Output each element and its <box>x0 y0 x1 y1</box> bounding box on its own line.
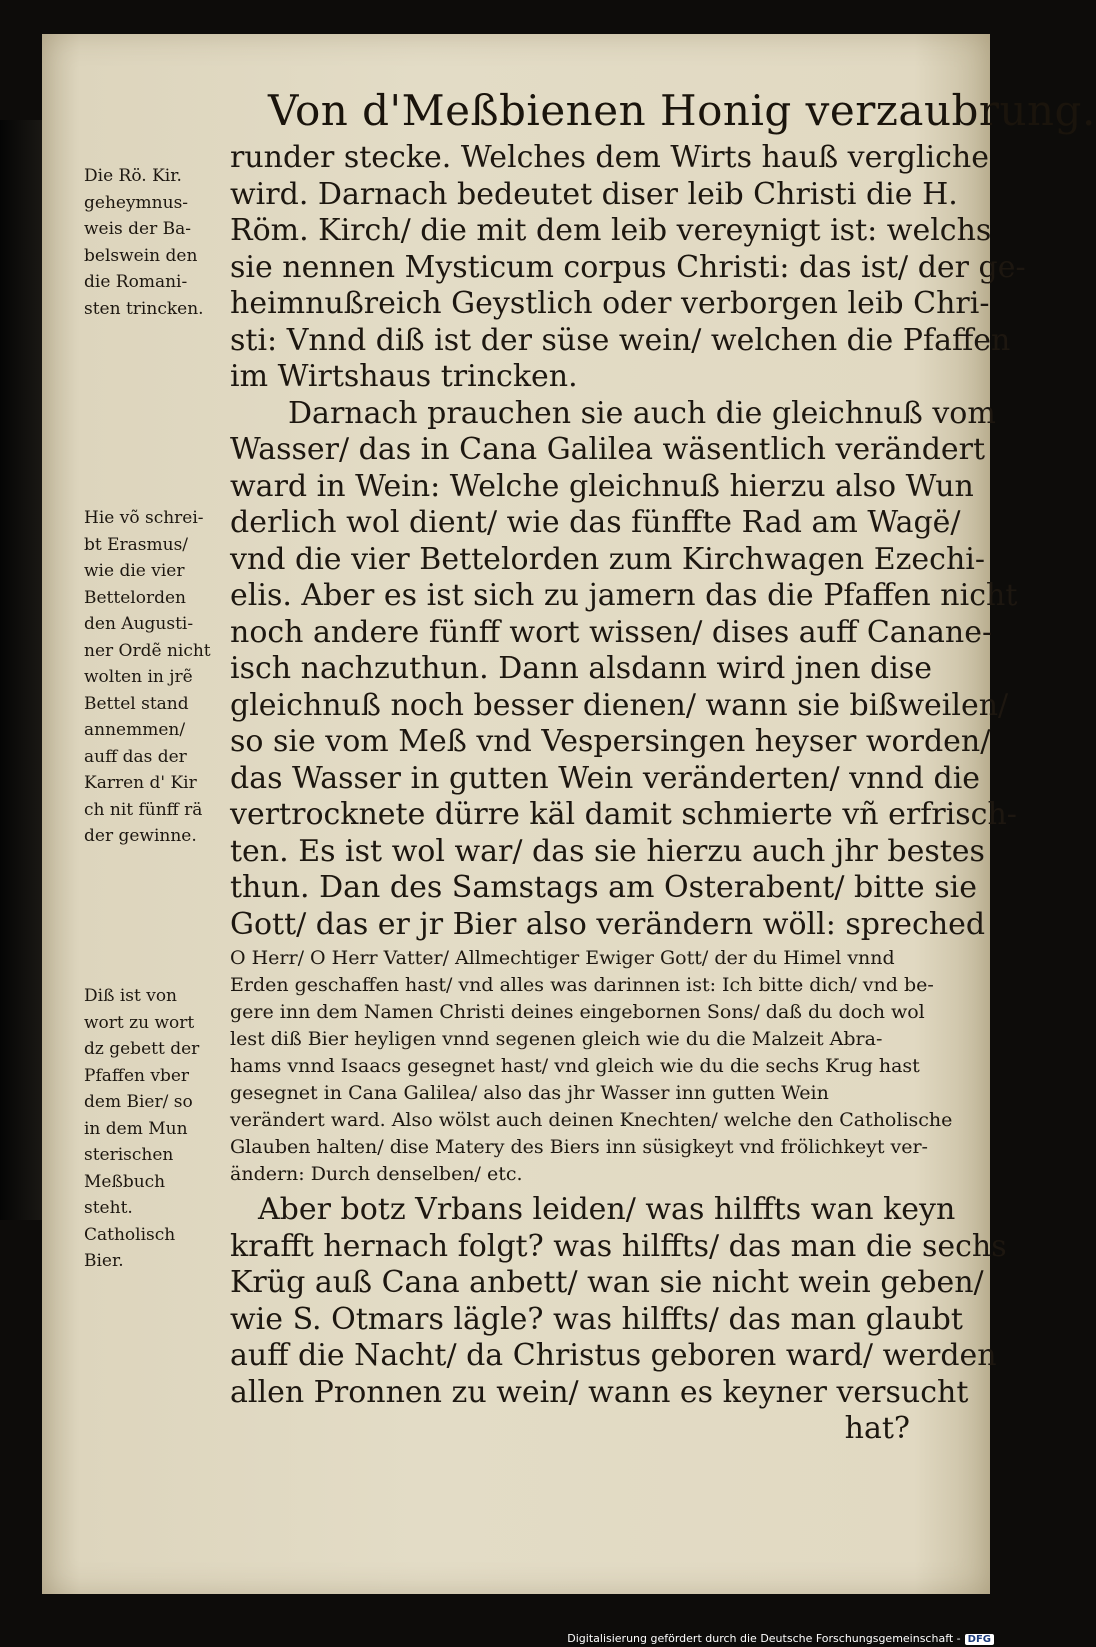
prayer-line: gere inn dem Namen Christi deines eingebornen Sons/ daß du doch wol <box>230 1001 925 1023</box>
text-line: ten. Es ist wol war/ das sie hierzu auch jhr bestes <box>230 833 985 869</box>
text-line: runder stecke. Welches dem Wirts hauß vergliche <box>230 140 989 175</box>
text-line: ward in Wein: Welche gleichnuß hierzu also Wun <box>230 468 974 504</box>
margin-note-line: geheymnus- <box>84 192 189 213</box>
margin-note-line: Bettelorden <box>84 587 186 608</box>
margin-note-1 <box>84 163 224 322</box>
margin-note-line: in dem Mun <box>84 1118 188 1139</box>
margin-note-line: die Romani- <box>84 272 188 292</box>
dfg-logo: DFG <box>965 1634 994 1645</box>
margin-note-line: wie die vier <box>84 561 185 581</box>
text-line: wird. Darnach bedeutet diser leib Christi die H. <box>230 176 958 212</box>
text-block-1 <box>230 140 1026 943</box>
text-line: Krüg auß Cana anbett/ wan sie nicht wein geben/ <box>230 1265 984 1300</box>
text-line: krafft hernach folgt? was hilffts/ das man die sechs <box>230 1228 1007 1264</box>
text-line: sie nennen Mysticum corpus Christi: das ist/ der ge- <box>230 249 1026 285</box>
prayer-line: gesegnet in Cana Galilea/ also das jhr Wasser inn gutten Wein <box>230 1082 829 1104</box>
margin-note-line: Karren d' Kir <box>84 773 197 793</box>
text-line: so sie vom Meß vnd Vespersingen heyser worden/ <box>230 724 991 759</box>
prayer-block <box>230 945 953 1188</box>
margin-note-line: Pfaffen vber <box>84 1065 190 1086</box>
margin-note-line: ner Ordẽ nicht <box>84 640 211 661</box>
page-heading: Von d'Meßbienen Honig verzaubrung. <box>268 86 1096 135</box>
margin-note-line: dz gebett der <box>84 1039 200 1059</box>
margin-note-line: belswein den <box>84 245 198 266</box>
margin-note-line: Catholisch <box>84 1224 176 1245</box>
text-line: gleichnuß noch besser dienen/ wann sie bißweilen/ <box>230 687 1009 723</box>
margin-note-2 <box>84 505 224 850</box>
margin-note-line: steht. <box>84 1198 133 1218</box>
text-line: das Wasser in gutten Wein veränderten/ vnnd die <box>230 760 981 796</box>
margin-note-line: weis der Ba- <box>84 219 192 239</box>
text-line: Darnach prauchen sie auch die gleichnuß vom <box>288 395 996 431</box>
text-line: vnd die vier Bettelorden zum Kirchwagen Ezechi- <box>230 541 986 577</box>
text-line: allen Pronnen zu wein/ wann es keyner versucht <box>230 1374 969 1410</box>
text-line: hat? <box>844 1411 910 1446</box>
prayer-line: verändert ward. Also wölst auch deinen Knechten/ welche den Catholische <box>230 1109 953 1131</box>
margin-note-line: sterischen <box>84 1145 174 1165</box>
margin-note-line: sten trincken. <box>84 298 204 319</box>
margin-note-3 <box>84 983 224 1275</box>
margin-note-line: auff das der <box>84 746 187 767</box>
prayer-line: Glauben halten/ dise Matery des Biers inn süsigkeyt vnd frölichkeyt ver- <box>230 1136 928 1158</box>
margin-note-line: Hie võ schrei- <box>84 508 204 528</box>
margin-note-line: Bier. <box>84 1251 124 1271</box>
text-line: heimnußreich Geystlich oder verborgen leib Chri- <box>230 286 990 321</box>
text-line: noch andere fünff wort wissen/ dises auff Canane- <box>230 614 993 650</box>
text-line: Gott/ das er jr Bier also verändern wöll: spreched <box>230 906 986 942</box>
margin-note-line: Bettel stand <box>84 693 189 714</box>
prayer-line: lest diß Bier heyligen vnnd segenen gleich wie du die Malzeit Abra- <box>230 1028 883 1050</box>
text-line: im Wirtshaus trincken. <box>230 359 578 394</box>
text-line: thun. Dan des Samstags am Osterabent/ bitte sie <box>230 870 977 905</box>
margin-note-line: wort zu wort <box>84 1012 195 1033</box>
margin-note-line: Diß ist von <box>84 986 178 1006</box>
prayer-line: hams vnnd Isaacs gesegnet hast/ vnd gleich wie du die sechs Krug hast <box>230 1055 920 1077</box>
margin-note-line: bt Erasmus/ <box>84 534 189 555</box>
text-line: Röm. Kirch/ die mit dem leib vereynigt ist: welchs <box>230 213 992 248</box>
margin-note-line: Die Rö. Kir. <box>84 166 182 186</box>
text-line: elis. Aber es ist sich zu jamern das die Pfaffen nicht <box>230 578 1018 613</box>
text-line: vertrocknete dürre käl damit schmierte vñ erfrisch- <box>230 797 1017 832</box>
text-line: derlich wol dient/ wie das fünffte Rad am Wagë/ <box>230 505 961 540</box>
left-binding-shadow <box>0 120 42 1220</box>
margin-note-line: Meßbuch <box>84 1171 166 1192</box>
prayer-line: ändern: Durch denselben/ etc. <box>230 1163 523 1185</box>
margin-note-line: dem Bier/ so <box>84 1092 193 1112</box>
main-text <box>230 140 1026 1448</box>
text-line: sti: Vnnd diß ist der süse wein/ welchen die Pfaffen <box>230 322 1011 358</box>
text-line: auff die Nacht/ da Christus geboren ward/ werden <box>230 1338 997 1373</box>
text-block-2 <box>230 1192 1007 1448</box>
text-line: Aber botz Vrbans leiden/ was hilffts wan keyn <box>258 1192 956 1227</box>
margin-note-line: ch nit fünff rä <box>84 799 203 820</box>
credit-text: Digitalisierung gefördert durch die Deutsche Forschungsgemeinschaft - <box>567 1632 961 1645</box>
margin-note-line: den Augusti- <box>84 614 194 634</box>
digitization-credit <box>567 1632 994 1645</box>
prayer-line: O Herr/ O Herr Vatter/ Allmechtiger Ewiger Gott/ der du Himel vnnd <box>230 947 895 969</box>
margin-note-line: der gewinne. <box>84 826 197 846</box>
margin-note-line: wolten in jrẽ <box>84 667 193 687</box>
margin-note-line: annemmen/ <box>84 720 186 740</box>
prayer-line: Erden geschaffen hast/ vnd alles was darinnen ist: Ich bitte dich/ vnd be- <box>230 974 934 996</box>
text-line: isch nachzuthun. Dann alsdann wird jnen dise <box>230 651 932 686</box>
text-line: wie S. Otmars lägle? was hilffts/ das man glaubt <box>230 1301 963 1337</box>
text-line: Wasser/ das in Cana Galilea wäsentlich verändert <box>230 432 986 467</box>
